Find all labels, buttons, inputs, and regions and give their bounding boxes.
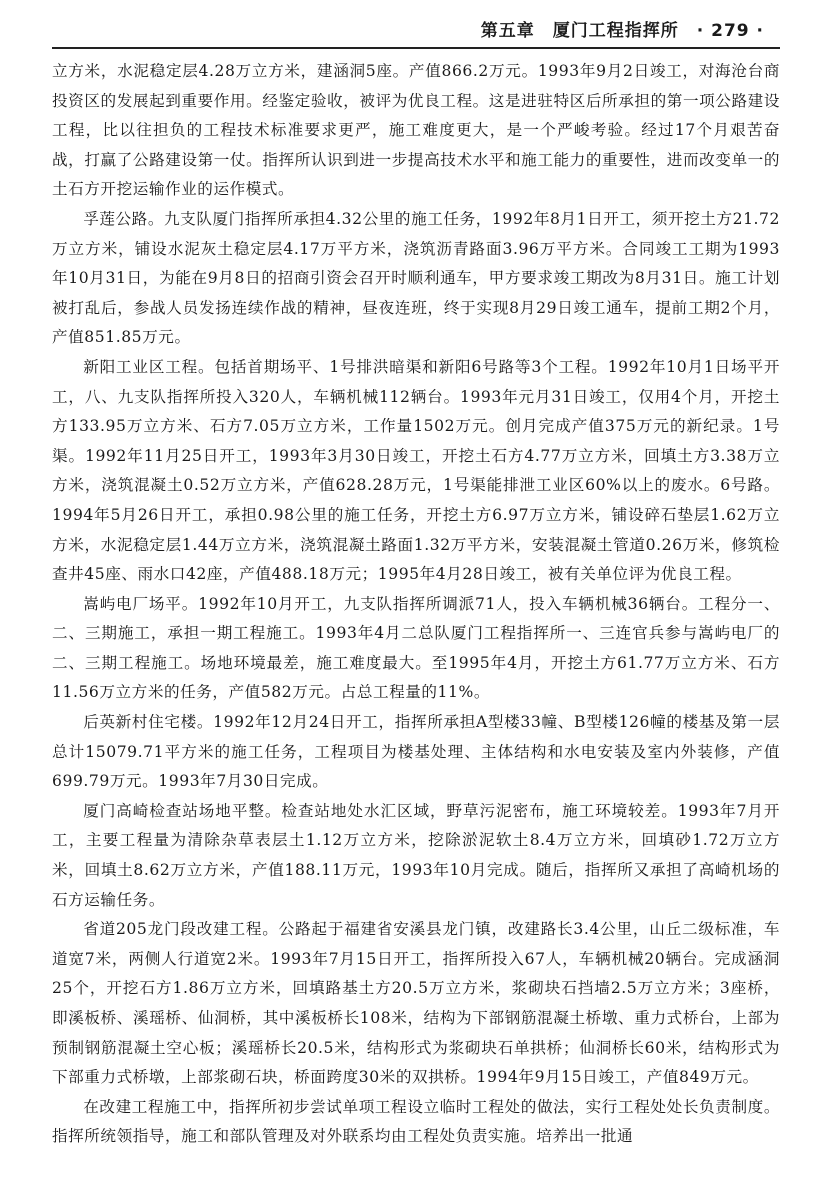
paragraph-houying-residential: 后英新村住宅楼。1992年12月24日开工，指挥所承担A型楼33幢、B型楼126幢的楼基及第一层总计15079.71平方米的施工任务，工程项目为楼基处理、主体结构和水电安装及室内外装修，产值699.79万元。1993年7月30日完成。 [52, 713, 780, 791]
paragraph-continuation: 立方米，水泥稳定层4.28万立方米，建涵洞5座。产值866.2万元。1993年9月2日竣工，对海沧台商投资区的发展起到重要作用。经鉴定验收，被评为优良工程。这是进驻特区后所承担的第一项公路建设工程，比以往担负的工程技术标准要求更严，施工难度更大，是一个严峻考验。经过17个月艰苦奋战，打赢了公路建设第一仗。指挥所认识到进一步提高技术水平和施工能力的重要性，进而改变单一的土石方开挖运输作业的运作模式。 [52, 62, 780, 199]
page-number: · 279 · [696, 21, 764, 41]
chapter-title: 第五章 厦门工程指挥所 [480, 21, 679, 41]
paragraph-fulian-road: 孚莲公路。九支队厦门指挥所承担4.32公里的施工任务，1992年8月1日开工，须开挖土方21.72万立方米，铺设水泥灰土稳定层4.17万平方米，浇筑沥青路面3.96万平方米。合同竣工工期为1993年10月31日，为能在9月8日的招商引资会召开时顺利通车，甲方要求竣工期改为8月31日。施工计划被打乱后，参战人员发扬连续作战的精神，昼夜连班，终于实现8月29日竣工通车，提前工期2个月，产值851.85万元。 [52, 209, 780, 347]
paragraph-engineering-office: 在改建工程施工中，指挥所初步尝试单项工程设立临时工程处的做法，实行工程处处长负责制度。指挥所统领指导，施工和部队管理及对外联系均由工程处负责实施。培养出一批通 [52, 1097, 780, 1146]
body-text [52, 57, 780, 1152]
paragraph-xinyang-industrial-zone: 新阳工业区工程。包括首期场平、1号排洪暗渠和新阳6号路等3个工程。1992年10月1日场平开工，八、九支队指挥所投入320人，车辆机械112辆台。1993年元月31日竣工，仅用4个月，开挖土方133.95万立方米、石方7.05万立方米，工作量1502万元。创月完成产值375万元的新纪录。1号渠。1992年11月25日开工，1993年3月30日竣工，开挖土石方4.77万立方米，回填土方3.38万立方米，浇筑混凝土0.52万立方米，产值628.28万元，1号渠能排泄工业区60%以上的废水。6号路。1994年5月26日开工，承担0.98公里的施工任务，开挖土方6.97万立方米，铺设碎石垫层1.62万立方米，水泥稳定层1.44万立方米，浇筑混凝土路面1.32万平方米，安装混凝土管道0.26万米，修筑检查井45座、雨水口42座，产值488.18万元；1995年4月28日竣工，被有关单位评为优良工程。 [52, 357, 780, 584]
paragraph-songyu-power-plant: 嵩屿电厂场平。1992年10月开工，九支队指挥所调派71人，投入车辆机械36辆台。工程分一、二、三期施工，承担一期工程施工。1993年4月二总队厦门工程指挥所一、三连官兵参与嵩屿电厂的二、三期工程施工。场地环境最差，施工难度最大。至1995年4月，开挖土方61.77万立方米、石方11.56万立方米的任务，产值582万元。占总工程量的11%。 [52, 594, 780, 702]
paragraph-gaoqi-checkpoint: 厦门高崎检查站场地平整。检查站地处水汇区域，野草污泥密布，施工环境较差。1993年7月开工，主要工程量为清除杂草表层土1.12万立方米，挖除淤泥软土8.4万立方米，回填砂1.72万立方米，回填土8.62万立方米，产值188.11万元，1993年10月完成。随后，指挥所又承担了高崎机场的石方运输任务。 [52, 801, 780, 909]
paragraph-route-205-longmen: 省道205龙门段改建工程。公路起于福建省安溪县龙门镇，改建路长3.4公里，山丘二级标准，车道宽7米，两侧人行道宽2米。1993年7月15日开工，指挥所投入67人，车辆机械20辆台。完成涵洞25个，开挖石方1.86万立方米，回填路基土方20.5万立方米，浆砌块石挡墙2.5万立方米；3座桥，即溪板桥、溪瑶桥、仙洞桥，其中溪板桥长108米，结构为下部钢筋混凝土桥墩、重力式桥台，上部为预制钢筋混凝土空心板；溪瑶桥长20.5米，结构形式为浆砌块石单拱桥；仙洞桥长60米，结构形式为下部重力式桥墩，上部浆砌石块，桥面跨度30米的双拱桥。1994年9月15日竣工，产值849万元。 [52, 920, 780, 1087]
running-header [52, 16, 780, 49]
